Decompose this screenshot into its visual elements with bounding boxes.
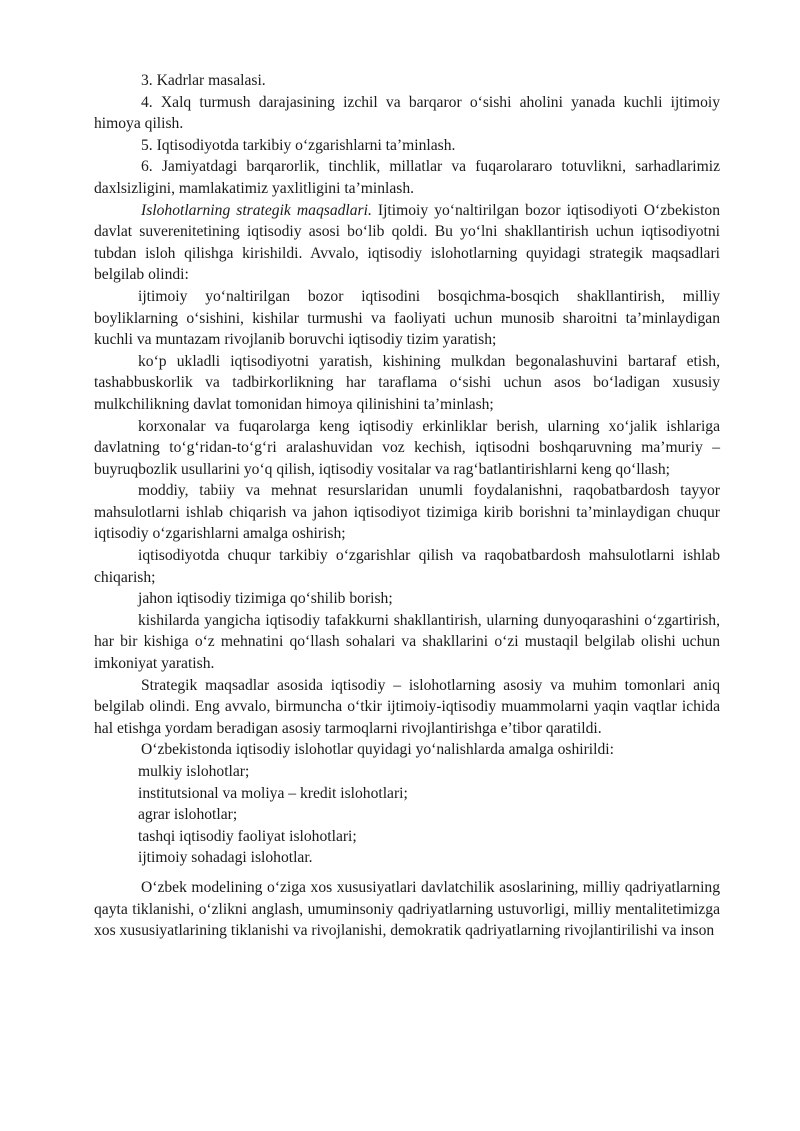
list-item xyxy=(94,351,720,416)
document-page xyxy=(94,70,720,942)
paragraph-living-standards: 4. Xalq turmush darajasining izchil va barqaror o‘sishi aholini yanada kuchli ijtimoiy himoya qilish. xyxy=(94,93,720,133)
list-item xyxy=(94,286,720,351)
list-item-text: kishilarda yangicha iqtisodiy tafakkurni shakllantirish, ularning dunyoqarashini o‘zgartirish, har bir kishiga o‘z mehnatini qo‘llash sohalari va shakllarini o‘zi mustaqil belgilab olishi uchun imkoniyat yaratish. xyxy=(94,611,720,673)
list-item-text: iqtisodiyotda chuqur tarkibiy o‘zgarishlar qilish va raqobatbardosh mahsulotlarni ishlab chiqarish; xyxy=(94,547,720,586)
strategic-goals-intro: Ijtimoiy yo‘naltirilgan bozor iqtisodiyoti O‘zbekiston davlat suverenitetining iqtisodiy asosi bo‘lib qoldi. Bu yo‘lni shakllantirish uchun iqtisodiyotni tubdan isloh qilishga kirishildi. Avvalo, iqtisodiy islohotlarning quyidagi strategik maqsadlari belgilab olindi: xyxy=(94,201,720,284)
list-item-text: jahon iqtisodiy tizimiga qo‘shilib borish; xyxy=(138,590,393,608)
list-item xyxy=(94,610,720,675)
list-item-text: mulkiy islohotlar; xyxy=(138,763,250,780)
list-item xyxy=(94,588,720,610)
paragraph-reform-directions: O‘zbekistonda iqtisodiy islohotlar quyidagi yo‘nalishlarda amalga oshirildi: xyxy=(141,741,614,759)
reform-directions-list xyxy=(94,761,720,869)
list-item-text: agrar islohotlar; xyxy=(138,806,238,824)
list-item xyxy=(94,761,720,783)
list-item xyxy=(94,480,720,545)
list-item-text: korxonalar va fuqarolarga keng iqtisodiy erkinliklar berish, ularning xo‘jalik ishlariga davlatning to‘g‘ridan-to‘g‘ri aralashuvidan voz kechish, iqtisodni boshqaruvning ma’muriy – buyruqbozlik usullarini yo‘q qilish, iqtisodiy vositalar va rag‘batlantirishlarni keng qo‘llash; xyxy=(94,417,720,478)
paragraph-structural-changes: 5. Iqtisodiyotda tarkibiy o‘zgarishlarni ta’minlash. xyxy=(141,136,456,154)
list-item-text: ijtimoiy yo‘naltirilgan bozor iqtisodini bosqichma-bosqich shakllantirish, milliy boyliklarning o‘sishini, kishilar turmushi va faoliyati uchun munosib sharoitni ta’minlaydigan kuchli va muntazam rivojlanib boruvchi iqtisodiy tizim yaratish; xyxy=(94,287,720,349)
list-item xyxy=(94,416,720,481)
list-item xyxy=(94,826,720,848)
list-item xyxy=(94,545,720,588)
list-item xyxy=(94,804,720,826)
strategic-goals-list xyxy=(94,286,720,675)
list-item-text: ko‘p ukladli iqtisodiyotni yaratish, kishining mulkdan begonalashuvini bartaraf etish, tashabbuskorlik va tadbirkorlikning har taraflama o‘sishi uchun asos bo‘ladigan xususiy mulkchilikning davlat tomonidan himoya qilinishini ta’minlash; xyxy=(94,352,720,413)
list-item-text: tashqi iqtisodiy faoliyat islohotlari; xyxy=(138,827,357,845)
list-item-text: ijtimoiy sohadagi islohotlar. xyxy=(138,849,313,867)
paragraph-uzbek-model: O‘zbek modelining o‘ziga xos xususiyatlari davlatchilik asoslarining, milliy qadriyatlarning qayta tiklanishi, o‘zlikni anglash, umuminsoniy qadriyatlarning ustuvorligi, milliy mentalitetimizga xos xususiyatlarining tiklanishi va rivojlanishi, demokratik qadriyatlarning rivojlantirilishi va inson xyxy=(94,878,720,940)
paragraph-reform-aspects: Strategik maqsadlar asosida iqtisodiy – islohotlarning asosiy va muhim tomonlari aniq belgilab olindi. Eng avvalo, birmuncha o‘tkir ijtimoiy-iqtisodiy muammolarni yaqin vaqtlar ichida hal etishga yordam beradigan asosiy tarmoqlarni rivojlantirishga e’tibor qaratildi. xyxy=(94,676,720,737)
paragraph-cadres: 3. Kadrlar masalasi. xyxy=(141,72,266,89)
list-item-text: moddiy, tabiiy va mehnat resurslaridan unumli foydalanishni, raqobatbardosh tayyor mahsulotlarni ishlab chiqarish va jahon iqtisodiyot tizimiga kirib borishni ta’minlaydigan chuqur iqtisodiy o‘zgarishlarni amalga oshirish; xyxy=(94,482,720,543)
paragraph-stability: 6. Jamiyatdagi barqarorlik, tinchlik, millatlar va fuqarolararo totuvlikni, sarhadlarimiz daxlsizligini, mamlakatimiz yaxlitligini ta’minlash. xyxy=(94,158,720,197)
list-item xyxy=(94,783,720,805)
list-item xyxy=(94,847,720,869)
paragraph-strategic-goals xyxy=(94,200,720,286)
section-heading-strategic-goals: Islohotlarning strategik maqsadlari. xyxy=(141,201,372,219)
list-item-text: institutsional va moliya – kredit islohotlari; xyxy=(138,784,408,802)
